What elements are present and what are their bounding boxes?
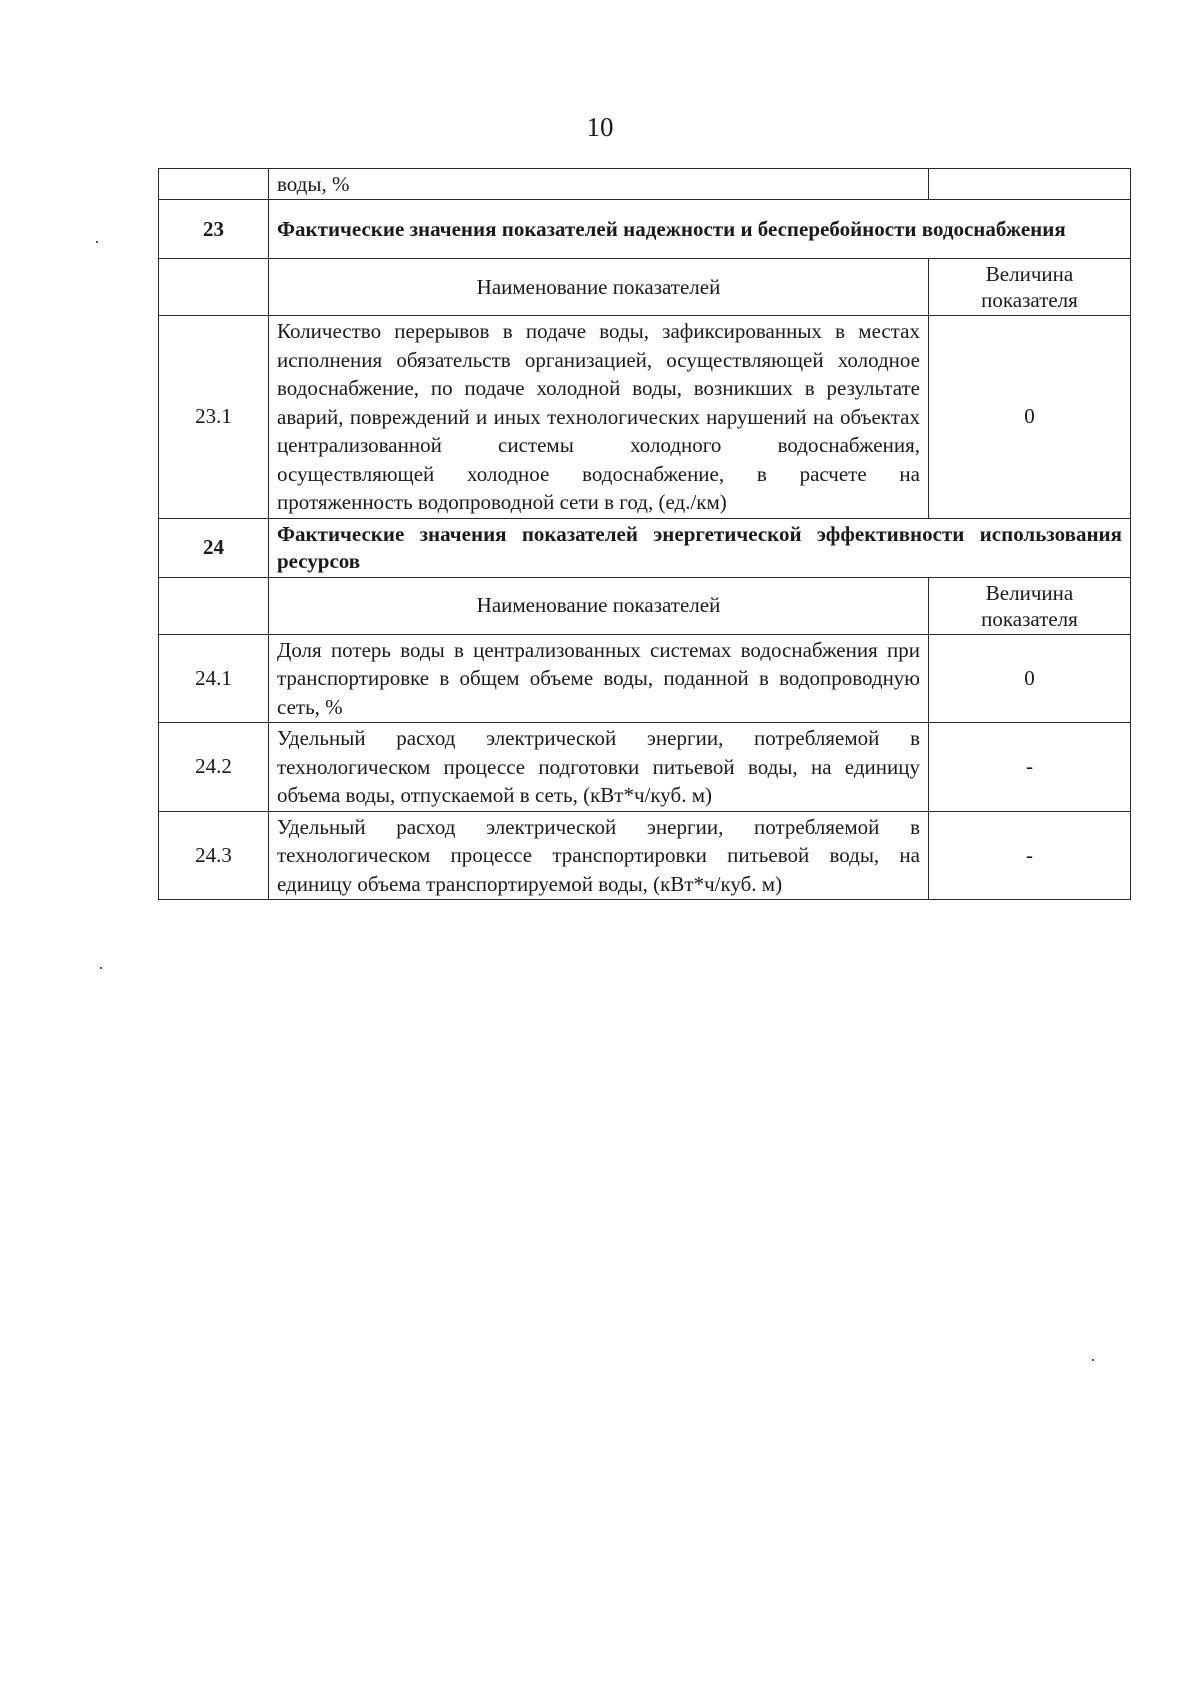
row-value: 0 <box>929 634 1131 723</box>
column-header-row <box>159 577 1131 634</box>
row-description: Удельный расход электрической энергии, потребляемой в технологическом процессе транспортировки питьевой воды, на единицу объема транспортируемой воды, (кВт*ч/куб. м) <box>269 811 929 900</box>
row-value: - <box>929 811 1131 900</box>
row-number: 24.3 <box>159 811 269 900</box>
column-header-name: Наименование показателей <box>269 577 929 634</box>
section-number: 24 <box>159 518 269 577</box>
header-num-cell <box>159 259 269 316</box>
column-header-row <box>159 259 1131 316</box>
indicators-table <box>158 168 1131 900</box>
column-header-name: Наименование показателей <box>269 259 929 316</box>
row-number: 23.1 <box>159 316 269 519</box>
table-row <box>159 811 1131 900</box>
row-number: 24.1 <box>159 634 269 723</box>
column-header-value: Величина показателя <box>929 259 1131 316</box>
row-description: Количество перерывов в подаче воды, зафиксированных в местах исполнения обязательств организацией, осуществляющей холодное водоснабжение, по подаче холодной воды, возникших в результате аварий, повреждений и иных технологических нарушений на объектах централизованной системы холодного водоснабжения, осуществляющей холодное водоснабжение, в расчете на протяженность водопроводной сети в год, (ед./км) <box>269 316 929 519</box>
row-value: - <box>929 723 1131 812</box>
page-number: 10 <box>586 112 614 142</box>
scan-speck: · <box>1090 1350 1096 1370</box>
section-row <box>159 200 1131 259</box>
header-num-cell <box>159 577 269 634</box>
row-value: 0 <box>929 316 1131 519</box>
carry-over-num-cell <box>159 169 269 200</box>
table-row <box>159 634 1131 723</box>
column-header-value: Величина показателя <box>929 577 1131 634</box>
table-row <box>159 316 1131 519</box>
carry-over-row <box>159 169 1131 200</box>
section-row <box>159 518 1131 577</box>
scan-speck: · <box>98 958 104 978</box>
section-title: Фактические значения показателей энергетической эффективности использования ресурсов <box>269 518 1131 577</box>
row-number: 24.2 <box>159 723 269 812</box>
carry-over-text: воды, % <box>269 169 929 200</box>
row-description: Доля потерь воды в централизованных системах водоснабжения при транспортировке в общем объеме воды, поданной в водопроводную сеть, % <box>269 634 929 723</box>
carry-over-value-cell <box>929 169 1131 200</box>
row-description: Удельный расход электрической энергии, потребляемой в технологическом процессе подготовки питьевой воды, на единицу объема воды, отпускаемой в сеть, (кВт*ч/куб. м) <box>269 723 929 812</box>
scan-speck: · <box>94 232 100 252</box>
section-number: 23 <box>159 200 269 259</box>
section-title: Фактические значения показателей надежности и бесперебойности водоснабжения <box>269 200 1131 259</box>
table-row <box>159 723 1131 812</box>
